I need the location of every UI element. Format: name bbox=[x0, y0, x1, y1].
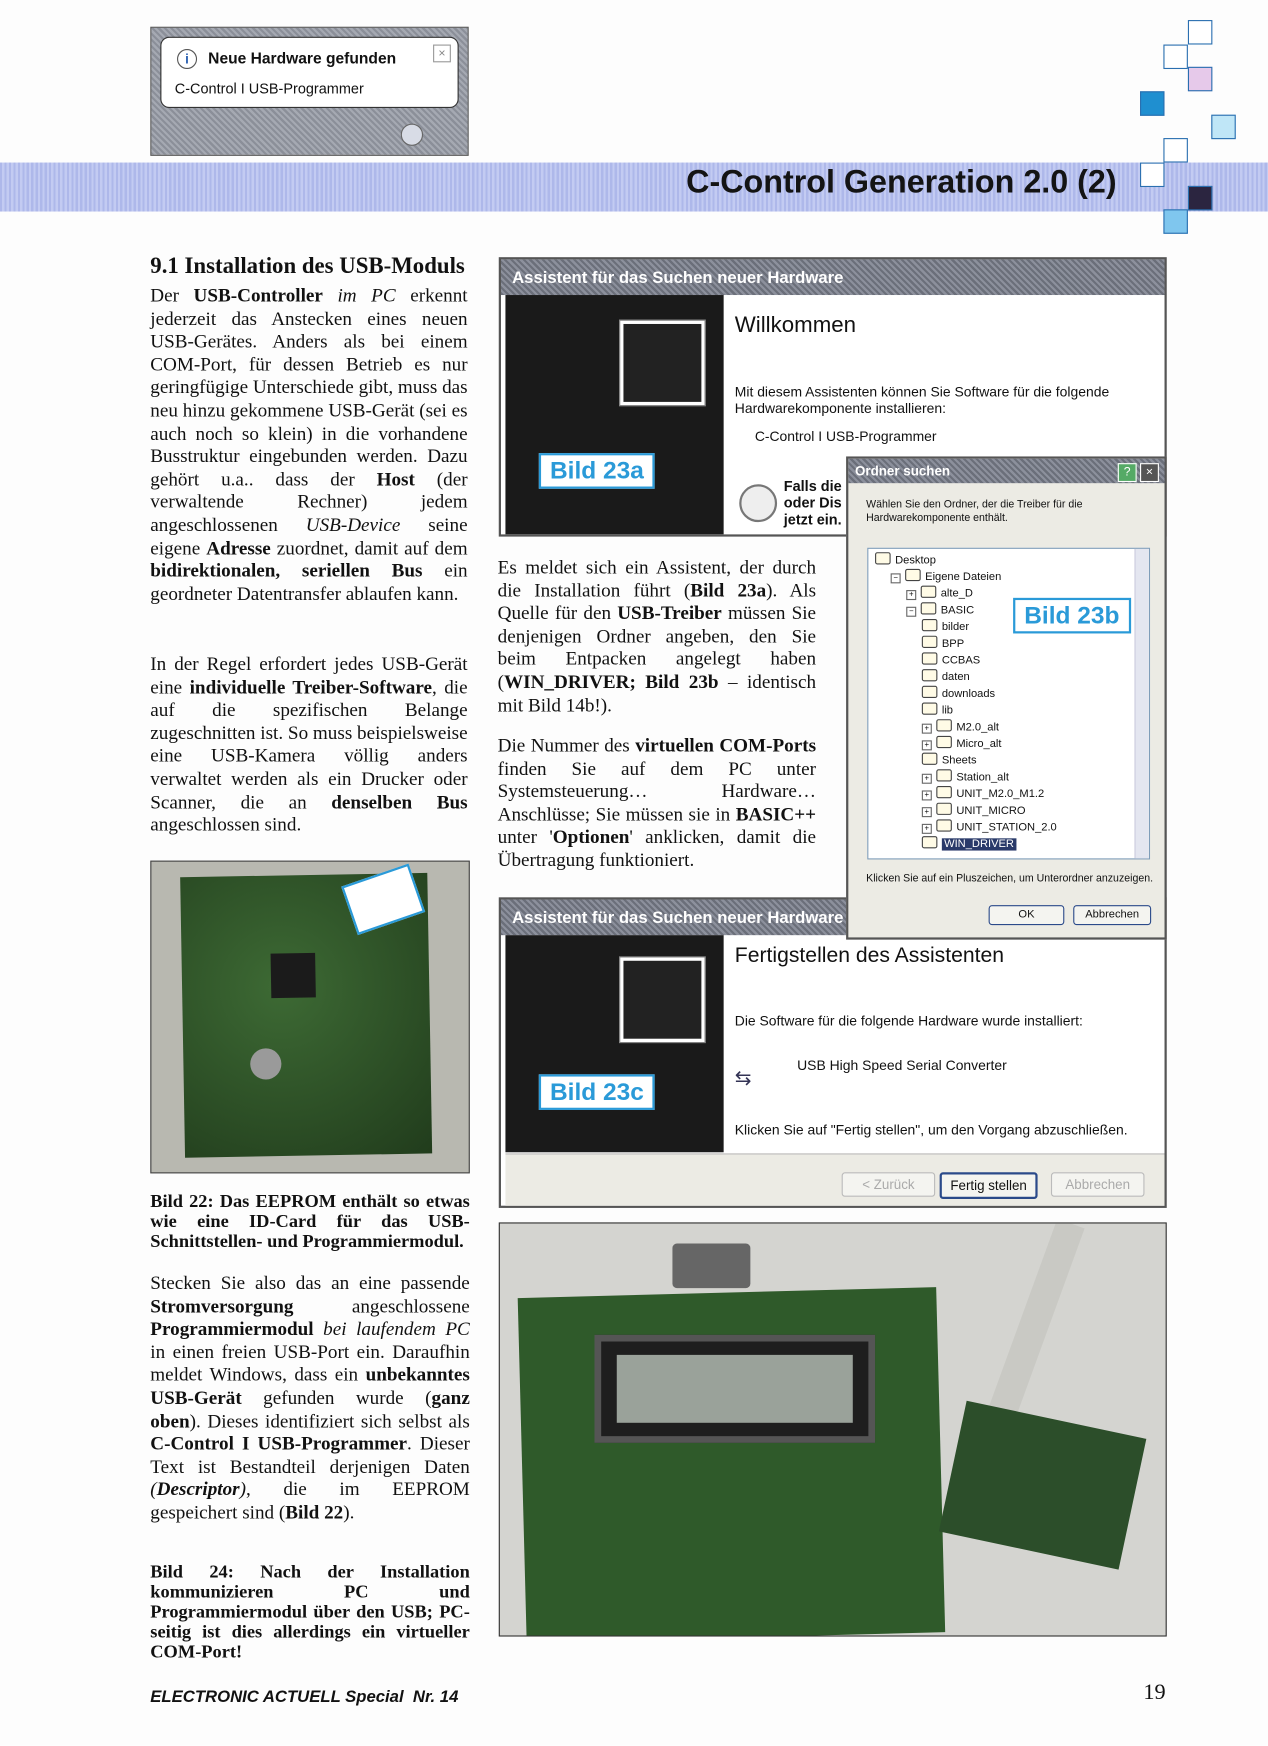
wizard-heading: Willkommen bbox=[734, 312, 857, 338]
dialog-title: Assistent für das Suchen neuer Hardware bbox=[501, 900, 1165, 936]
expand-icon[interactable]: + bbox=[922, 774, 932, 784]
page-header-title: C-Control Generation 2.0 (2) bbox=[686, 164, 1117, 201]
figure-label-23c: Bild 23c bbox=[539, 1074, 655, 1110]
usb-icon: ⇆ bbox=[734, 1066, 752, 1089]
text-run: angeschlossen sind. bbox=[150, 813, 302, 836]
cancel-button[interactable]: Abbrechen bbox=[1051, 1172, 1145, 1196]
expand-icon[interactable]: + bbox=[906, 590, 916, 600]
text-run: ) bbox=[239, 1478, 246, 1500]
expand-icon[interactable]: + bbox=[922, 824, 932, 834]
text-run: zuordnet, damit auf dem bbox=[270, 537, 468, 559]
tree-item-label: Sheets bbox=[941, 754, 977, 768]
cancel-button[interactable]: Abbrechen bbox=[1073, 905, 1151, 925]
tree-item[interactable] bbox=[922, 669, 970, 683]
tray-icon bbox=[401, 124, 423, 146]
close-icon[interactable]: × bbox=[433, 45, 451, 63]
text-run: gefunden wurde ( bbox=[241, 1387, 432, 1409]
cd-icon bbox=[739, 484, 777, 522]
device-name: USB High Speed Serial Converter bbox=[797, 1057, 1007, 1074]
folder-icon bbox=[921, 586, 937, 598]
text-run: seine eigene bbox=[150, 514, 468, 559]
text-run: Adresse bbox=[206, 537, 271, 559]
text-run: Host bbox=[376, 468, 415, 490]
finish-text: Klicken Sie auf "Fertig stellen", um den Vorgang abzuschließen. bbox=[734, 1122, 1128, 1138]
folder-icon bbox=[936, 803, 952, 815]
figure-label-23a: Bild 23a bbox=[539, 453, 655, 489]
folder-icon bbox=[922, 753, 938, 765]
paragraph-plugin bbox=[150, 1273, 470, 1525]
tree-item[interactable] bbox=[891, 569, 1002, 583]
folder-icon bbox=[922, 619, 938, 631]
expand-icon[interactable]: + bbox=[922, 740, 932, 750]
folder-icon bbox=[922, 652, 938, 664]
text-run: C-Control I USB-Programmer bbox=[150, 1432, 408, 1455]
folder-icon bbox=[922, 669, 938, 681]
text-run: Descriptor bbox=[156, 1478, 240, 1500]
text-run: unbekanntes USB-Gerät bbox=[150, 1364, 470, 1409]
text-run: in einen freien USB-Port ein. Daraufhin meldet Windows, dass ein bbox=[150, 1341, 470, 1386]
expand-icon[interactable]: + bbox=[922, 724, 932, 734]
tree-item[interactable] bbox=[922, 819, 1057, 833]
info-icon: i bbox=[177, 49, 197, 69]
tree-item[interactable] bbox=[922, 753, 977, 767]
back-button[interactable]: < Zurück bbox=[842, 1172, 936, 1196]
text-run: , die auf die spezifischen Belange zugeschnitten ist. So muss beispielsweise eine USB-Kamera völlig anders verwaltet werden als ein Drucker oder Scanner, die an bbox=[150, 676, 468, 813]
text-run: finden Sie auf dem PC unter Systemsteuerung… Hardware… Anschlüsse; Sie müssen sie in bbox=[497, 757, 817, 825]
text-run: individuelle Treiber-Software bbox=[189, 676, 432, 698]
folder-icon bbox=[921, 602, 937, 614]
publication-footer: ELECTRONIC ACTUELL Special Nr. 14 bbox=[150, 1687, 459, 1707]
text-run: müssen Sie denjenigen Ordner angeben, den Sie beim Entpacken angelegt haben ( bbox=[497, 602, 817, 693]
text-run: virtuellen COM-Ports bbox=[635, 734, 817, 756]
folder-icon bbox=[936, 719, 952, 731]
tree-item-label: UNIT_MICRO bbox=[956, 804, 1026, 818]
tree-item[interactable] bbox=[922, 652, 980, 666]
text-run: Stecken Sie also das an eine passende bbox=[150, 1272, 470, 1294]
text-run: ). Dieses identifiziert sich selbst als bbox=[189, 1410, 470, 1432]
tree-item-label: BPP bbox=[941, 637, 965, 651]
text-run: ein geordneter Datentransfer ablaufen kann. bbox=[150, 560, 468, 605]
text-run: , die im EEPROM gespeichert sind ( bbox=[150, 1478, 470, 1523]
paragraph-assistant bbox=[498, 557, 816, 717]
folder-icon bbox=[905, 569, 921, 581]
text-run: (der verwaltende Rechner) jedem angeschlossenen bbox=[150, 468, 468, 536]
tree-item-label: M2.0_alt bbox=[956, 721, 1000, 734]
text-run: Stromversorgung bbox=[150, 1295, 294, 1317]
text-run: ). bbox=[343, 1501, 355, 1523]
tree-item[interactable] bbox=[875, 552, 936, 566]
notification-screenshot bbox=[150, 27, 468, 156]
tree-item-label: WIN_DRIVER bbox=[942, 838, 1016, 850]
tree-item[interactable] bbox=[906, 586, 973, 600]
pcb-board bbox=[180, 873, 432, 1158]
sub-d-connector bbox=[672, 1244, 750, 1289]
tree-item[interactable] bbox=[922, 803, 1026, 817]
crystal bbox=[250, 1048, 282, 1080]
wizard-heading: Fertigstellen des Assistenten bbox=[734, 944, 1005, 968]
usb-programmer-module bbox=[939, 1401, 1146, 1570]
text-run: ' anklicken, damit die Übertragung funktioniert. bbox=[497, 826, 817, 871]
tree-item[interactable] bbox=[922, 719, 999, 733]
tree-item-label: UNIT_M2.0_M1.2 bbox=[956, 788, 1045, 801]
notification-title: Neue Hardware gefunden bbox=[208, 48, 397, 67]
tree-item[interactable] bbox=[922, 769, 1009, 783]
wizard-text: Die Software für die folgende Hardware wurde installiert: bbox=[734, 1013, 1083, 1029]
text-run: erkennt jederzeit das Anstecken eines neuen USB-Gerätes. Anders als bei einem COM-Port, für dessen Betrieb es nur geringfügige Unterschiede gibt, muss das neu hinzu gekommene USB-Gerät (sei es auch noch so klein) in die vorhandene Busstruktur eingebunden werden. Dazu gehört u.a.. dass der bbox=[150, 285, 468, 490]
wizard-finish-dialog bbox=[499, 897, 1167, 1208]
section-heading: 9.1 Installation des USB-Moduls bbox=[150, 253, 465, 279]
page-number: 19 bbox=[1143, 1679, 1166, 1705]
board-photo bbox=[499, 1222, 1167, 1636]
text-run: Programmiermodul bbox=[150, 1318, 314, 1340]
ok-button[interactable]: OK bbox=[989, 905, 1065, 925]
text-run: im PC bbox=[337, 285, 396, 307]
text-run: Die Nummer des bbox=[497, 734, 636, 756]
folder-icon bbox=[936, 736, 952, 748]
tree-item[interactable] bbox=[922, 836, 1016, 850]
folder-icon bbox=[922, 702, 938, 714]
hardware-wizard-icon bbox=[620, 321, 705, 406]
cd-instruction bbox=[784, 478, 842, 528]
text-run: USB-Treiber bbox=[617, 602, 722, 624]
dialog-title: Ordner suchen bbox=[848, 459, 1164, 483]
paragraph-com-port bbox=[498, 735, 816, 873]
tree-item-label: downloads bbox=[941, 688, 996, 701]
text-run: ganz oben bbox=[150, 1387, 470, 1432]
text-run: Optionen bbox=[552, 826, 630, 848]
tree-item-label: Micro_alt bbox=[956, 738, 1002, 751]
folder-icon bbox=[936, 769, 952, 781]
help-button[interactable]: ? bbox=[1118, 463, 1137, 482]
text-run: . Dieser Text ist Bestandteil derjenigen Daten bbox=[150, 1432, 470, 1478]
lcd-display bbox=[595, 1335, 876, 1443]
tree-item[interactable] bbox=[922, 786, 1044, 800]
folder-icon bbox=[922, 636, 938, 648]
text-run: bidirektionalen, seriellen Bus bbox=[150, 560, 423, 582]
tree-item[interactable] bbox=[922, 736, 1002, 750]
dialog-instruction: Wählen Sie den Ordner, der die Treiber für die Hardwarekomponente enthält. bbox=[866, 498, 1083, 525]
caption-bild-24: Bild 24: Nach der Installation kommunizieren PC und Programmiermodul über den USB; PC-seitig ist dies allerdings ein virtueller COM-Port! bbox=[150, 1560, 470, 1663]
text-run: WIN_DRIVER; Bild 23b bbox=[504, 671, 719, 693]
tree-hint: Klicken Sie auf ein Pluszeichen, um Unterordner anzuzeigen. bbox=[866, 872, 1154, 886]
folder-icon bbox=[936, 786, 952, 798]
text-run: denselben Bus bbox=[331, 791, 468, 813]
tree-item-label: lib bbox=[941, 704, 954, 717]
finish-button[interactable]: Fertig stellen bbox=[940, 1172, 1038, 1199]
tree-item-label: UNIT_STATION_2.0 bbox=[956, 821, 1057, 834]
text-run: Der bbox=[150, 285, 194, 307]
notification-balloon bbox=[160, 37, 458, 108]
header-band bbox=[0, 163, 1268, 212]
text-run: Es meldet sich ein Assistent, der durch die Installation führt ( bbox=[497, 556, 817, 601]
usb-cable bbox=[981, 1222, 1084, 1437]
collapse-icon[interactable]: − bbox=[891, 573, 901, 583]
cd-line: oder Dis bbox=[783, 494, 842, 512]
collapse-icon[interactable]: − bbox=[906, 607, 916, 617]
browse-folder-dialog bbox=[846, 456, 1167, 939]
tree-item[interactable] bbox=[922, 636, 964, 650]
tree-item[interactable] bbox=[922, 686, 995, 700]
tree-scrollbar[interactable] bbox=[1134, 549, 1148, 858]
text-run: ( bbox=[150, 1478, 157, 1500]
tree-item-label: alte_D bbox=[940, 587, 973, 601]
text-run: USB-Device bbox=[305, 514, 401, 536]
pcb-photo bbox=[150, 861, 470, 1174]
text-run: BASIC++ bbox=[735, 803, 817, 825]
text-run: ). Als Quelle für den bbox=[497, 579, 817, 624]
text-run: Bild 22 bbox=[285, 1501, 344, 1523]
wizard-text: Mit diesem Assistenten können Sie Software für die folgende Hardwarekomponente installieren: bbox=[734, 384, 1110, 417]
device-name: C-Control I USB-Programmer bbox=[754, 428, 937, 445]
tree-item-label: BASIC bbox=[940, 604, 975, 617]
tree-item[interactable] bbox=[906, 602, 974, 616]
hardware-wizard-icon bbox=[620, 957, 705, 1042]
folder-icon bbox=[875, 552, 891, 564]
tree-item-label: Eigene Dateien bbox=[925, 571, 1002, 584]
dialog-title: Assistent für das Suchen neuer Hardware bbox=[501, 259, 1165, 295]
folder-icon bbox=[922, 686, 938, 698]
notification-text: C-Control I USB-Programmer bbox=[174, 80, 364, 97]
text-run: In der Regel erfordert jedes USB-Gerät eine bbox=[150, 653, 468, 698]
text-run: Bild 23a bbox=[690, 579, 767, 601]
tree-item-label: CCBAS bbox=[941, 654, 981, 667]
tree-item-label: daten bbox=[941, 671, 970, 684]
expand-icon[interactable]: + bbox=[922, 790, 932, 800]
tree-item-label: Station_alt bbox=[956, 771, 1009, 784]
paragraph-intro bbox=[150, 285, 467, 606]
folder-icon bbox=[936, 819, 952, 831]
text-run: angeschlossene bbox=[293, 1295, 470, 1317]
text-run: USB-Controller bbox=[193, 285, 323, 307]
text-run bbox=[323, 285, 338, 306]
text-run: – identisch mit Bild 14b!). bbox=[497, 671, 817, 716]
id-card-sticker bbox=[341, 863, 425, 935]
text-run: unter ' bbox=[497, 826, 553, 848]
tree-item-label: bilder bbox=[941, 621, 970, 634]
tree-item-label: Desktop bbox=[895, 554, 936, 567]
caption-bild-22: Bild 22: Das EEPROM enthält so etwas wie eine ID-Card für das USB-Schnittstellen- und Programmiermodul. bbox=[150, 1190, 470, 1252]
cd-line: jetzt ein. bbox=[783, 511, 842, 528]
paragraph-driver bbox=[150, 654, 467, 837]
text-run bbox=[314, 1318, 324, 1339]
text-run: bei laufendem PC bbox=[323, 1318, 470, 1340]
tree-item[interactable] bbox=[922, 702, 953, 716]
folder-icon bbox=[922, 836, 938, 848]
tree-item[interactable] bbox=[922, 619, 969, 633]
figure-label-23b: Bild 23b bbox=[1013, 598, 1131, 634]
cd-line: Falls die bbox=[783, 477, 842, 495]
eeprom-chip bbox=[271, 953, 316, 998]
folder-tree[interactable] bbox=[867, 548, 1150, 860]
close-button[interactable]: × bbox=[1140, 463, 1159, 482]
expand-icon[interactable]: + bbox=[922, 807, 932, 817]
